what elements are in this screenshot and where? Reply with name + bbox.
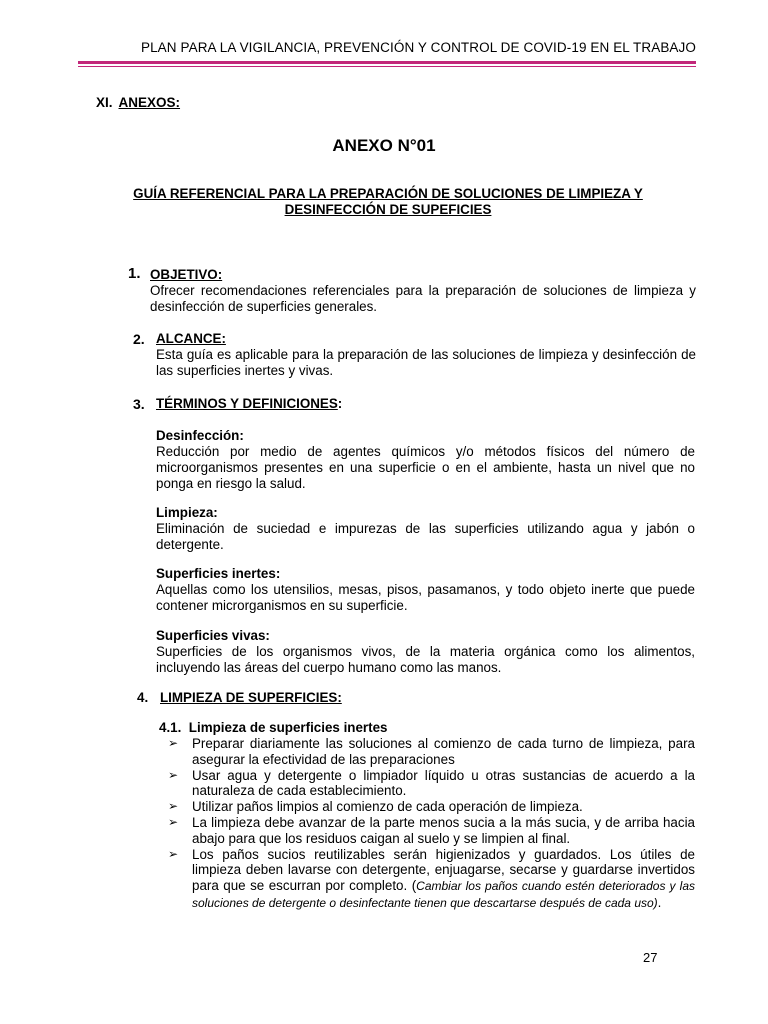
arrow-bullet-icon: ➢ <box>168 814 179 829</box>
cleaning-title: LIMPIEZA DE SUPERFICIES: <box>160 690 342 705</box>
section-label: ANEXOS: <box>118 95 181 110</box>
subsection-heading <box>159 720 388 736</box>
term-definition: Aquellas como los utensilios, mesas, pisos, pasamanos, y todo objeto inerte que puede contener microrganismos en su superficie. <box>156 582 695 613</box>
item-number-2: 2. <box>133 331 145 347</box>
bullet-text: Usar agua y detergente o limpiador líquido u otras sustancias de acuerdo a la naturaleza de cada establecimiento. <box>192 767 695 799</box>
term-label: Desinfección: <box>156 428 244 443</box>
term-label: Superficies vivas: <box>156 628 270 643</box>
terms-title-colon: : <box>337 396 343 411</box>
term-superficies-inertes <box>156 566 695 614</box>
subsection-title: Limpieza de superficies inertes <box>188 720 388 735</box>
guide-title-line-1: GUÍA REFERENCIAL PARA LA PREPARACIÓN DE SOLUCIONES DE LIMPIEZA Y <box>133 186 643 201</box>
term-definition: Eliminación de suciedad e impurezas de las superficies utilizando agua y jabón o detergente. <box>156 521 695 552</box>
list-item <box>168 799 695 815</box>
running-header: PLAN PARA LA VIGILANCIA, PREVENCIÓN Y CONTROL DE COVID-19 EN EL TRABAJO <box>140 40 696 55</box>
objective-title: OBJETIVO: <box>150 267 223 282</box>
objective-block <box>150 267 696 315</box>
page-number: 27 <box>643 950 658 965</box>
scope-text: Esta guía es aplicable para la preparación de las soluciones de limpieza y desinfección de las superficies inertes y vivas. <box>156 347 696 378</box>
bullet-text: Preparar diariamente las soluciones al comienzo de cada turno de limpieza, para asegurar la efectividad de las preparaciones <box>192 736 695 767</box>
arrow-bullet-icon: ➢ <box>168 846 179 861</box>
guide-title-line-2: DESINFECCIÓN DE SUPEFICIES <box>284 202 492 217</box>
bullet-text: Los paños sucios reutilizables serán higienizados y guardados. Los útiles de limpieza deben lavarse con detergente, enjuagarse, secarse y guardarse invertidos para que se escurran por completo. ( <box>192 846 695 894</box>
terms-title: TÉRMINOS Y DEFINICIONES <box>156 396 338 411</box>
list-item <box>168 815 695 847</box>
bullet-italic-note: Cambiar los paños cuando estén deteriorados y las soluciones de detergente o desinfectante tienen que descartarse después de cada uso) <box>192 879 695 910</box>
header-rule-thin <box>78 66 696 67</box>
annex-title: ANEXO N°01 <box>332 136 436 155</box>
term-superficies-vivas <box>156 628 695 676</box>
term-label: Limpieza: <box>156 505 218 520</box>
arrow-bullet-icon: ➢ <box>168 736 179 750</box>
term-definition: Superficies de los organismos vivos, de la materia orgánica como los alimentos, incluyendo las áreas del cuerpo humano como las manos. <box>156 644 695 675</box>
term-limpieza <box>156 505 695 553</box>
header-rule-thick <box>78 61 696 64</box>
scope-title: ALCANCE: <box>156 331 226 346</box>
bullet-text: Utilizar paños limpios al comienzo de cada operación de limpieza. <box>192 799 583 815</box>
scope-block <box>156 331 696 379</box>
item-number-3: 3. <box>133 396 145 412</box>
list-item <box>168 736 695 768</box>
term-label: Superficies inertes: <box>156 566 281 581</box>
objective-text: Ofrecer recomendaciones referenciales para la preparación de soluciones de limpieza y desinfección de superficies generales. <box>150 283 696 314</box>
arrow-bullet-icon: ➢ <box>168 799 179 814</box>
section-number: XI. <box>96 95 113 110</box>
item-number-1: 1. <box>128 265 141 282</box>
list-item <box>168 768 695 800</box>
section-heading <box>96 95 180 110</box>
cleaning-bullet-list <box>168 736 695 912</box>
terms-heading <box>156 396 696 412</box>
term-desinfeccion <box>156 428 695 492</box>
bullet-text: La limpieza debe avanzar de la parte menos sucia a la más sucia, y de arriba hacia abajo para que los residuos caigan al suelo y se limpien al final. <box>192 814 695 846</box>
guide-title <box>100 186 676 218</box>
term-definition: Reducción por medio de agentes químicos y/o métodos físicos del número de microorganismos presentes en una superficie o en el ambiente, hasta un nivel que no ponga en riesgo la salud. <box>156 444 695 491</box>
arrow-bullet-icon: ➢ <box>168 767 179 782</box>
bullet-end: . <box>657 894 662 910</box>
item-number-4: 4. <box>137 690 149 705</box>
subsection-number: 4.1. <box>159 720 182 735</box>
list-item <box>168 847 695 912</box>
